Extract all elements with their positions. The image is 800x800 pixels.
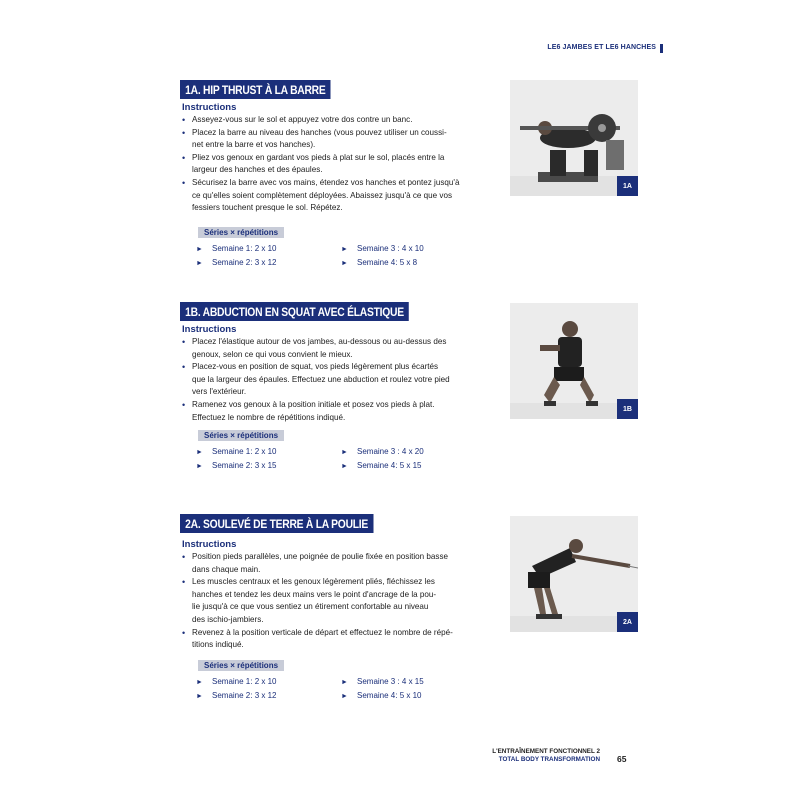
instruction-text: Pliez vos genoux en gardant vos pieds à plat sur le sol, placés entre la largeur des hanches et des épaules. [192,152,445,175]
sets-entry [341,676,486,689]
arrow-right-icon: ► [341,259,348,267]
instruction-text: Placez la barre au niveau des hanches (vous pouvez utiliser un coussi- net entre la barre et vos hanches). [192,127,447,150]
instruction-item [182,152,496,177]
bullet-icon: • [182,627,186,638]
bullet-icon: • [182,399,186,410]
arrow-right-icon: ► [196,449,203,457]
bullet-icon: • [182,177,186,188]
instruction-item [182,551,496,576]
exercise-photo-2a [510,516,638,632]
header-marker [660,44,663,53]
sets-text: Semaine 3 : 4 x 10 [357,243,424,253]
instruction-text: Placez l'élastique autour de vos jambes, au-dessous ou au-dessus des genoux, selon ce qui vous convient le mieux. [192,337,447,359]
instruction-item [182,361,496,399]
arrow-right-icon: ► [341,678,348,686]
sets-text: Semaine 2: 3 x 12 [212,690,277,700]
bullet-icon: • [182,337,186,347]
exercise-section-1b [180,302,496,473]
exercise-section-1a [180,80,496,270]
sets-entry [196,446,341,459]
sets-text: Semaine 4: 5 x 8 [357,257,418,267]
bullet-icon: • [182,152,186,163]
instruction-item [182,576,496,626]
exercise-title: 1A. HIP THRUST À LA BARRE [180,80,331,99]
sets-text: Semaine 2: 3 x 15 [212,461,277,471]
sets-text: Semaine 4: 5 x 15 [357,461,422,471]
sets-entry [196,460,341,473]
arrow-right-icon: ► [341,692,348,700]
instruction-text: Ramenez vos genoux à la position initiale et posez vos pieds à plat. Effectuez le nombre de répétitions indiqué. [192,399,435,422]
arrow-right-icon: ► [341,245,348,253]
instruction-item [182,336,496,361]
bullet-icon: • [182,577,186,588]
instructions-heading: Instructions [182,539,237,550]
sets-text: Semaine 3 : 4 x 20 [357,447,424,457]
instruction-text: Revenez à la position verticale de départ et effectuez le nombre de répé- titions indiqué. [192,627,453,650]
exercise-title: 1B. ABDUCTION EN SQUAT AVEC ÉLASTIQUE [180,302,409,321]
bullet-icon: • [182,127,186,138]
sets-text: Semaine 2: 3 x 12 [212,257,277,267]
instruction-item [182,127,496,152]
sets-entry [341,446,486,459]
footer-book-subtitle: TOTAL BODY TRANSFORMATION [498,756,600,763]
instruction-text: Les muscles centraux et les genoux légèrement pliés, fléchissez les hanches et tendez les deux mains vers le point d'ancrage de la pou- lie jusqu'à ce que vous sentiez un étirement confortable au niveau des ischio-jambiers. [192,577,437,624]
bullet-icon: • [182,362,186,373]
instructions-heading: Instructions [182,324,237,335]
sets-reps-label: Séries × répétitions [198,660,284,671]
instruction-item [182,627,496,652]
exercise-section-2a [180,514,496,703]
instructions-list [180,114,496,215]
sets-reps-label: Séries × répétitions [198,227,284,238]
page-number: 65 [617,754,627,764]
sets-entry [341,257,486,270]
sets-text: Semaine 1: 2 x 10 [212,447,277,457]
sets-text: Semaine 1: 2 x 10 [212,243,277,253]
arrow-right-icon: ► [196,463,203,471]
bullet-icon: • [182,552,186,562]
arrow-right-icon: ► [196,245,203,253]
instruction-text: Sécurisez la barre avec vos mains, étendez vos hanches et pontez jusqu'à ce qu'elles soient complètement déployées. Abaissez jusqu'à ce que vos fessiers touchent presque le sol. Répétez. [192,177,460,213]
sets-text: Semaine 3 : 4 x 15 [357,676,424,686]
exercise-title: 2A. SOULEVÉ DE TERRE À LA POULIE [180,514,373,533]
instructions-heading: Instructions [182,102,237,113]
instruction-text: Position pieds parallèles, une poignée de poulie fixée en position basse dans chaque main. [192,552,449,574]
arrow-right-icon: ► [341,449,348,457]
sets-grid [196,446,496,473]
instruction-item [182,399,496,424]
sets-entry [196,243,341,256]
sets-entry [196,690,341,703]
instruction-item [182,114,496,127]
exercise-photo-1b [510,303,638,419]
photo-tag: 1B [617,399,638,419]
bullet-icon: • [182,115,186,125]
exercise-photo-1a [510,80,638,196]
footer [430,748,600,764]
sets-entry [196,257,341,270]
sets-entry [341,460,486,473]
arrow-right-icon: ► [196,259,203,267]
arrow-right-icon: ► [196,678,203,686]
instruction-text: Asseyez-vous sur le sol et appuyez votre dos contre un banc. [192,115,413,124]
sets-text: Semaine 4: 5 x 10 [357,690,422,700]
arrow-right-icon: ► [341,463,348,471]
sets-text: Semaine 1: 2 x 10 [212,676,277,686]
instruction-text: Placez-vous en position de squat, vos pieds légèrement plus écartés que la largeur des épaules. Effectuez une abduction et roulez votre pied vers l'extérieur. [192,362,450,397]
sets-entry [341,243,486,256]
footer-book-title: L'ENTRAÎNEMENT FONCTIONNEL 2 [492,748,600,755]
photo-tag: 1A [617,176,638,196]
sets-entry [341,690,486,703]
sets-grid [196,243,496,270]
sets-grid [196,676,496,703]
instructions-list [180,551,496,652]
running-header: LE6 JAMBES ET LE6 HANCHES [547,44,656,51]
sets-entry [196,676,341,689]
arrow-right-icon: ► [196,692,203,700]
instructions-list [180,336,496,424]
instruction-item [182,177,496,215]
photo-tag: 2A [617,612,638,632]
sets-reps-label: Séries × répétitions [198,430,284,441]
